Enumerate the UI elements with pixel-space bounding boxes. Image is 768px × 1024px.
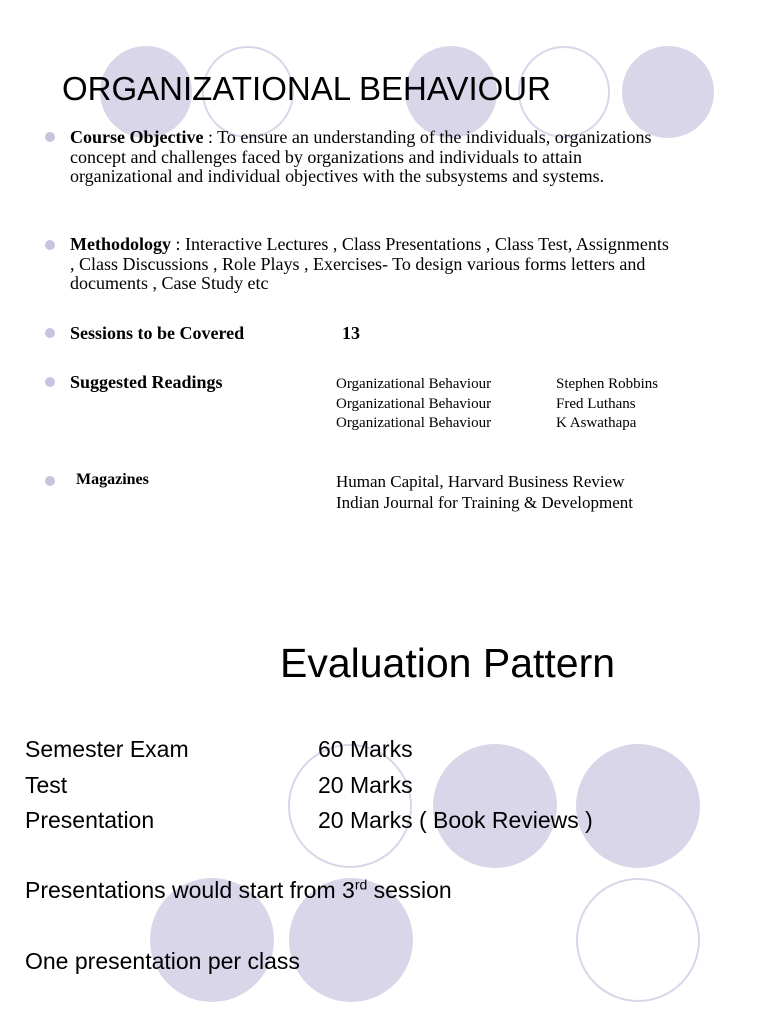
- reading-title: Organizational Behaviour: [336, 396, 492, 412]
- reading-author: Fred Luthans: [556, 396, 636, 412]
- sessions-value: 13: [342, 323, 360, 343]
- component-name: Presentation: [25, 807, 155, 833]
- presentation-start-note: [25, 873, 452, 909]
- reading-title: Organizational Behaviour: [336, 376, 492, 392]
- course-objective-label: Course Objective: [70, 127, 204, 147]
- component-marks: 20 Marks ( Book Reviews ): [318, 807, 593, 833]
- component-name: Test: [25, 772, 68, 798]
- bullet-icon: [45, 377, 55, 387]
- bullet-icon: [45, 476, 55, 486]
- magazines-label: Magazines: [76, 471, 149, 488]
- decorative-circle: [622, 46, 714, 138]
- ordinal-suffix: rd: [354, 876, 368, 893]
- methodology-text: [70, 235, 670, 294]
- component-name: Semester Exam: [25, 736, 189, 762]
- reading-author: Stephen Robbins: [556, 376, 659, 392]
- component-marks: 20 Marks: [318, 772, 413, 798]
- magazine-line: Indian Journal for Training & Development: [336, 493, 633, 512]
- magazine-line: Human Capital, Harvard Business Review: [336, 472, 625, 491]
- decorative-circle: [576, 744, 700, 868]
- presentation-per-class-note: One presentation per class: [25, 948, 300, 974]
- reading-author: K Aswathapa: [556, 415, 637, 431]
- evaluation-title: Evaluation Pattern: [280, 640, 616, 686]
- bullet-icon: [45, 240, 55, 250]
- component-marks: 60 Marks: [318, 736, 413, 762]
- sessions-label: Sessions to be Covered: [70, 323, 245, 343]
- suggested-readings-label: Suggested Readings: [70, 372, 223, 392]
- methodology-label: Methodology: [70, 234, 171, 254]
- note-text: Presentations would start from 3: [25, 877, 355, 903]
- bullet-icon: [45, 132, 55, 142]
- reading-title: Organizational Behaviour: [336, 415, 492, 431]
- bullet-icon: [45, 328, 55, 338]
- note-text: session: [367, 877, 452, 903]
- decorative-circle: [576, 878, 700, 1002]
- methodology-body: : Interactive Lectures , Class Presentations , Class Test, Assignments , Class Discussions , Role Plays , Exercises- To design various forms letters and documents , Case Study etc: [70, 234, 669, 294]
- slide-title: ORGANIZATIONAL BEHAVIOUR: [62, 70, 551, 107]
- course-objective-text: [70, 128, 670, 187]
- course-objective-body: : To ensure an understanding of the individuals, organizations concept and challenges faced by organizations and individuals to attain organizational and individual objectives with the subsystems and systems.: [70, 127, 652, 187]
